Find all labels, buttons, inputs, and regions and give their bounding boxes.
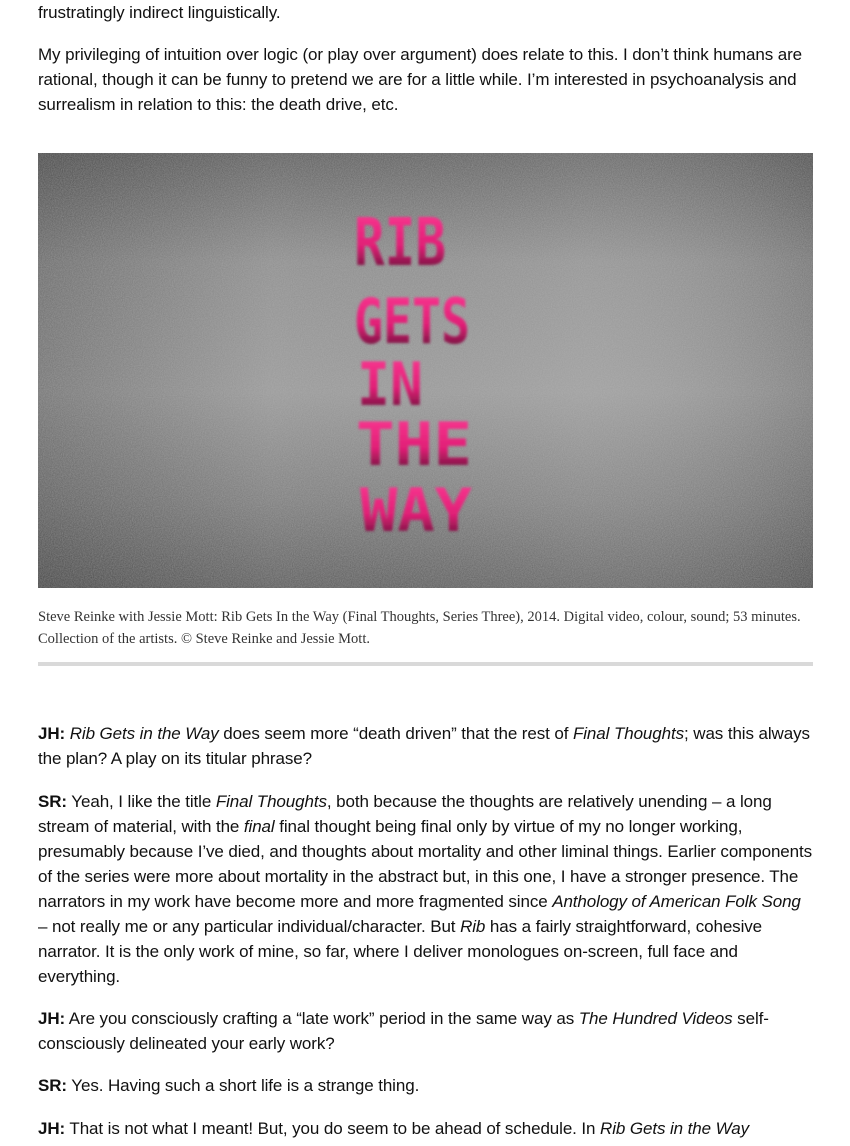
video-still-image [38,153,813,588]
svg-text:WAY: WAY [360,476,472,546]
interview-question-3 [38,1116,813,1141]
section-divider [38,662,813,666]
text-run: does seem more “death driven” that the rest of [218,724,573,743]
text-run: ; was this always the plan? A play on its titular phrase? [38,724,810,768]
text-run: That is not what I meant! But, you do seem to be ahead of schedule. In [65,1119,601,1138]
interview-question-2 [38,1006,813,1056]
text-run: self-consciously delineated your early work? [38,1009,769,1053]
svg-text:THE: THE [356,410,472,480]
work-title: Final Thoughts [215,792,327,811]
work-title: Rib Gets in the Way [600,1119,749,1138]
work-title: Anthology of American Folk Song [552,892,801,911]
svg-text:IN: IN [357,350,423,420]
paragraph-fragment: frustratingly indirect linguistically. [38,3,281,22]
speaker-label: JH: [38,724,66,743]
text-run: – not really me or any particular individual/character. But [38,917,461,936]
svg-text:GETS: GETS [354,285,470,358]
text-run: Are you consciously crafting a “late work” period in the same way as [65,1009,579,1028]
interview-question-1 [38,721,813,771]
text-run: final thought being final only by virtue of my no longer working, presumably because I’ve died, and thoughts about mortality and other liminal things. Earlier components of the series were more about mortality in the abstract but, in this one, I have a stronger presence. The narrators in my work have become more and more fragmented since [38,817,813,911]
emphasis: final [243,817,275,836]
work-title: Final Thoughts [572,724,685,743]
work-title: The Hundred Videos [578,1009,733,1028]
interview-answer-2 [38,1073,813,1098]
speaker-label: SR: [38,1076,67,1095]
speaker-label: SR: [38,792,67,811]
interview-answer-1 [38,789,813,989]
paragraph-intuition: My privileging of intuition over logic (or play over argument) does relate to this. I don’t think humans are rational, though it can be funny to pretend we are for a little while. I’m interested in psychoanalysis and surrealism in relation to this: the death drive, etc. [38,45,803,114]
speaker-label: JH: [38,1119,66,1138]
text-run: has a fairly straightforward, cohesive narrator. It is the only work of mine, so far, where I deliver monologues on-screen, full face and everything. [38,917,763,986]
work-title: Rib Gets in the Way [69,724,219,743]
svg-text:RIB: RIB [354,204,446,281]
speaker-label: JH: [38,1009,66,1028]
text-run: , both because the thoughts are relatively unending – a long stream of material, with the [38,792,772,836]
work-title: Rib [460,917,486,936]
text-run: Yes. Having such a short life is a strange thing. [66,1076,420,1095]
figure-caption: Steve Reinke with Jessie Mott: Rib Gets In the Way (Final Thoughts, Series Three), 2014. Digital video, colour, sound; 53 minutes. Collection of the artists. © Steve Reinke and Jessie Mott. [38,609,801,647]
text-run: Yeah, I like the title [66,792,216,811]
